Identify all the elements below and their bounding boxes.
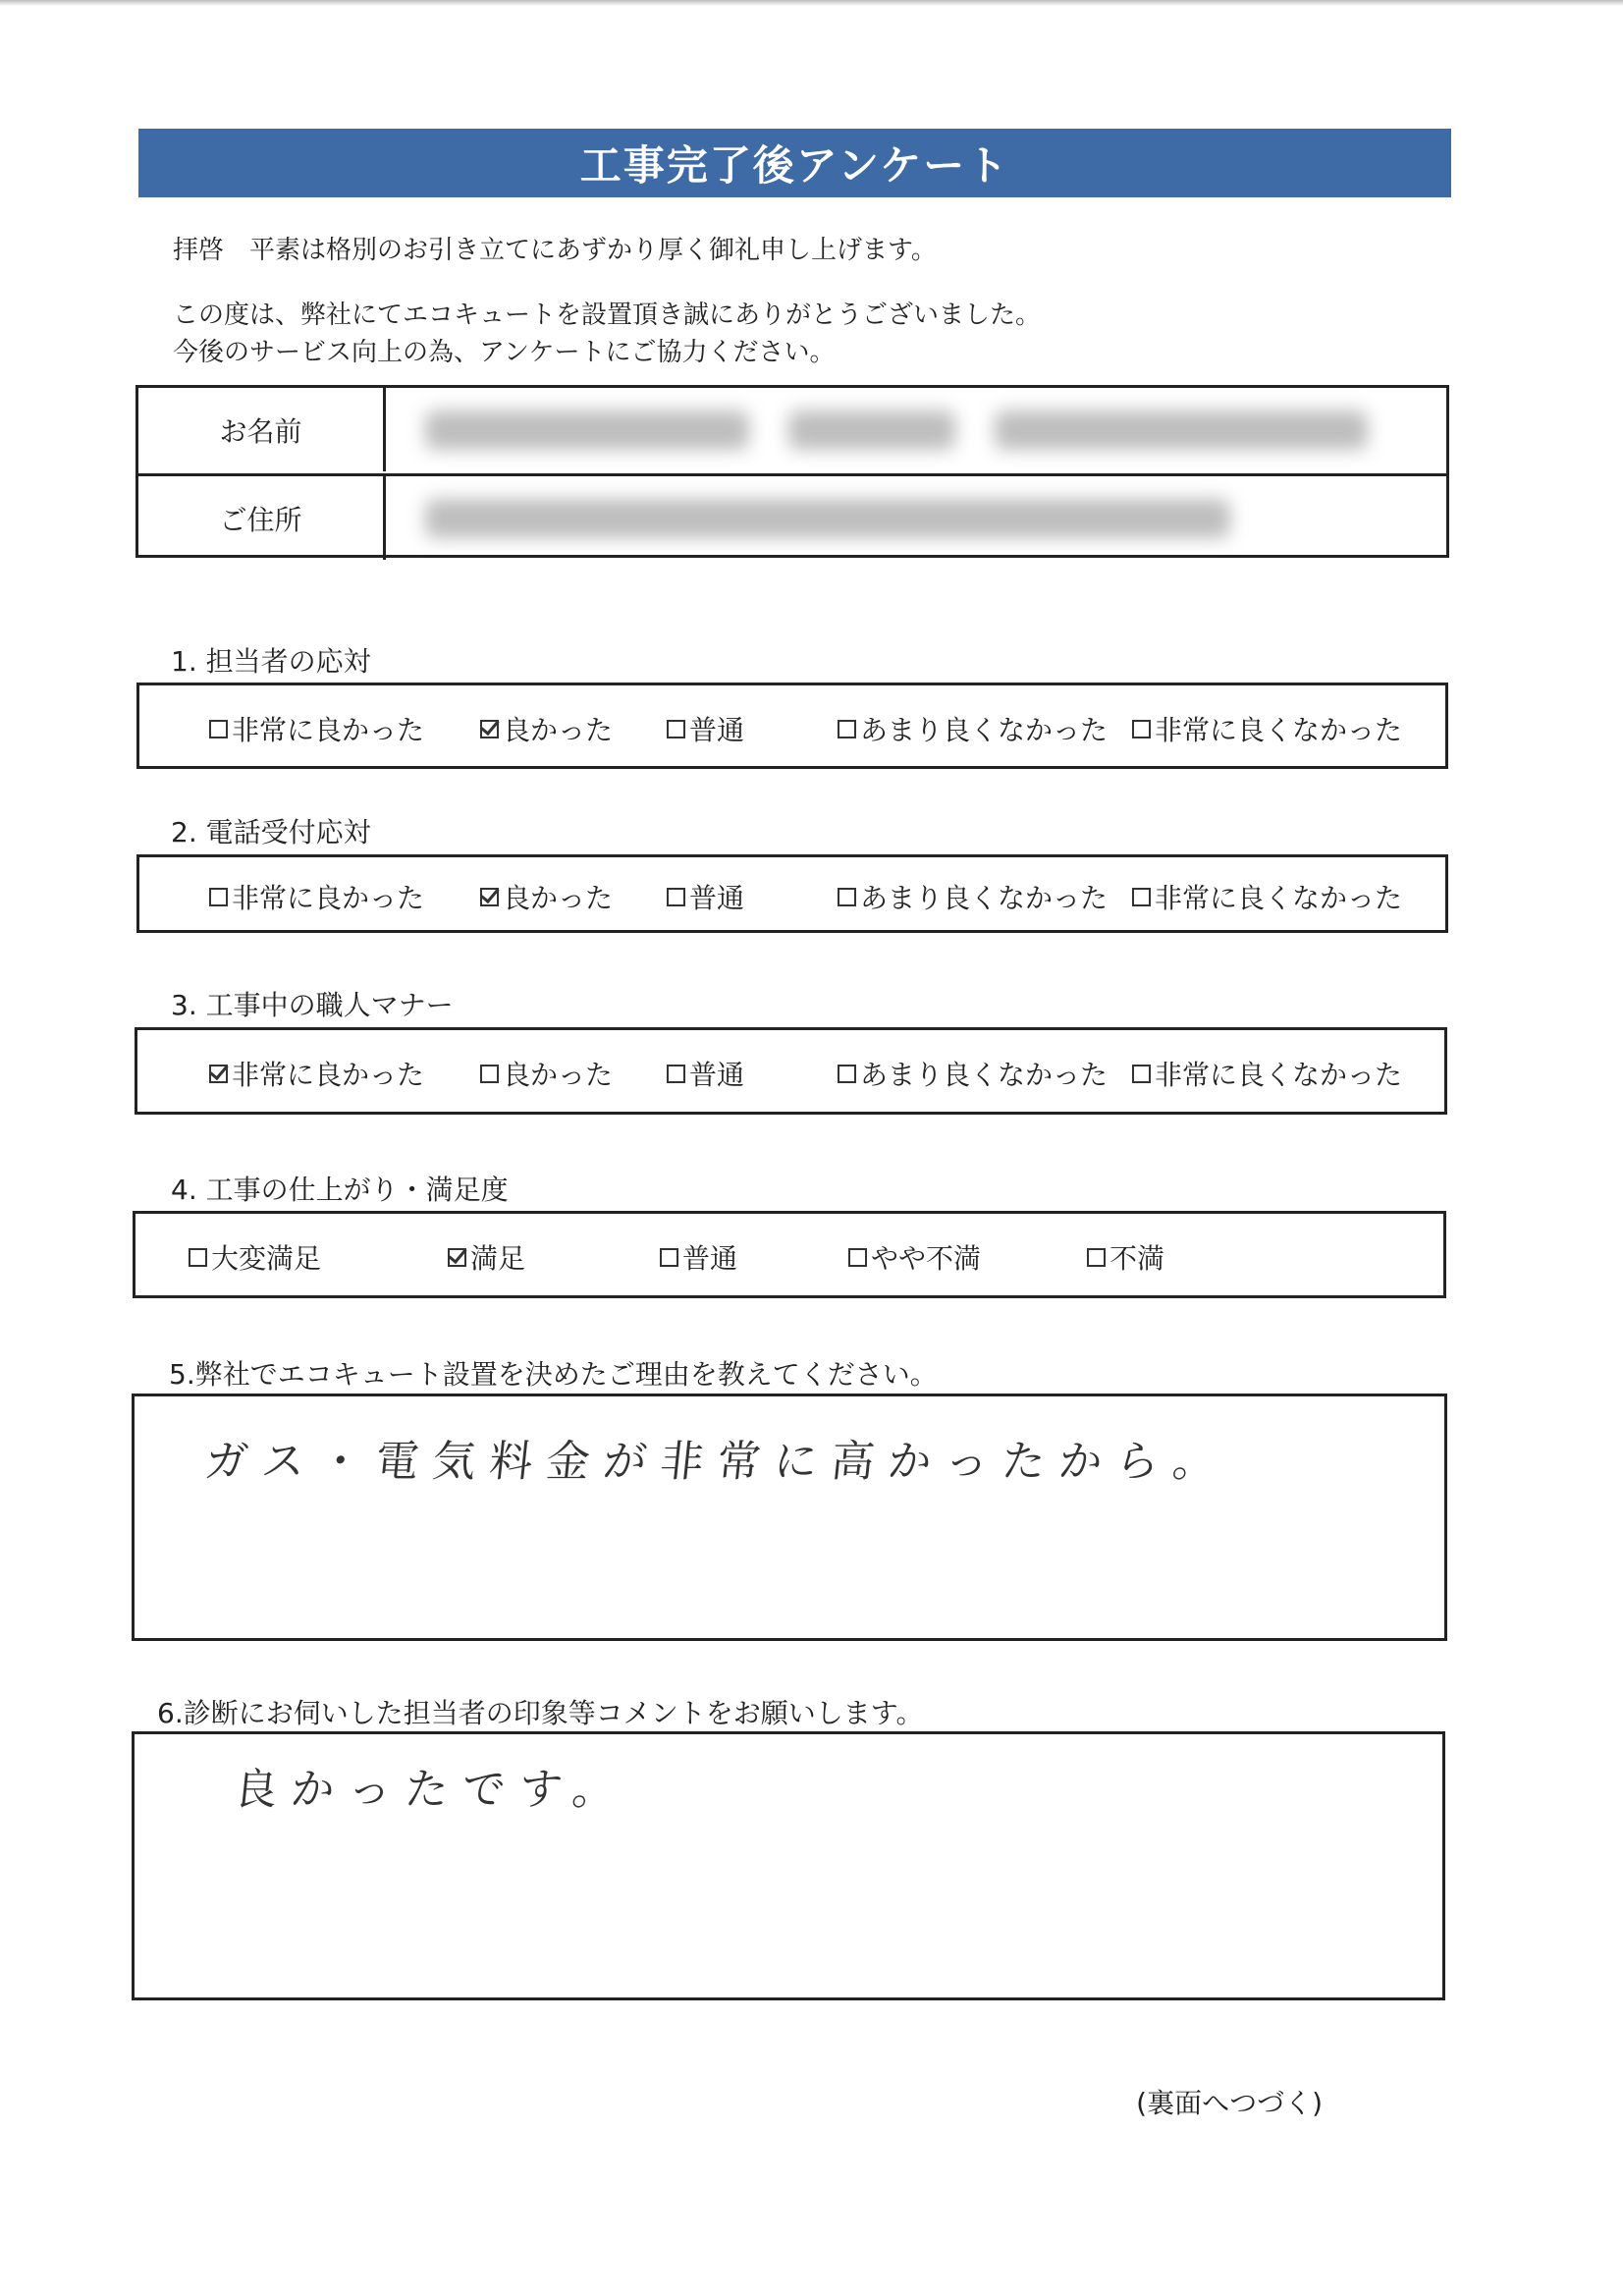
checkbox-icon[interactable] [209, 888, 228, 906]
question-6-label: 6.診断にお伺いした担当者の印象等コメントをお願いします。 [157, 1697, 924, 1729]
q3-option-1[interactable]: 非常に良かった [209, 1054, 424, 1093]
checkbox-icon[interactable] [209, 720, 228, 738]
checkbox-checked-icon[interactable] [448, 1248, 466, 1267]
handwritten-answer-6: 良かったです。 [231, 1765, 632, 1815]
q3-option-3[interactable]: 普通 [667, 1054, 744, 1093]
question-1-label: 1. 担当者の応対 [171, 645, 371, 678]
name-value-redacted [386, 388, 1446, 471]
checkbox-icon[interactable] [1132, 888, 1151, 906]
checkbox-icon[interactable] [667, 888, 685, 906]
address-row [138, 473, 1446, 560]
redacted-blur [425, 499, 1230, 538]
redacted-blur [995, 410, 1368, 450]
q4-option-1[interactable]: 大変満足 [189, 1237, 321, 1277]
q4-option-2[interactable]: 満足 [448, 1237, 525, 1277]
handwritten-answer-5: ガス・電気料金が非常に高かったから。 [201, 1437, 1233, 1487]
customer-info-table [135, 385, 1449, 558]
question-2-label: 2. 電話受付応対 [171, 816, 371, 848]
redacted-blur [788, 410, 955, 450]
q3-option-5[interactable]: 非常に良くなかった [1132, 1054, 1402, 1093]
question-2-options [136, 854, 1448, 933]
q2-option-1[interactable]: 非常に良かった [209, 877, 424, 916]
address-value-redacted [386, 476, 1446, 560]
checkbox-icon[interactable] [660, 1248, 678, 1267]
checkbox-icon[interactable] [667, 720, 685, 738]
address-label: ご住所 [138, 476, 386, 560]
checkbox-checked-icon[interactable] [480, 720, 499, 738]
redacted-blur [425, 410, 749, 450]
q1-option-3[interactable]: 普通 [667, 709, 744, 748]
q2-option-4[interactable]: あまり良くなかった [838, 877, 1108, 916]
q2-option-2[interactable]: 良かった [480, 877, 613, 916]
continued-on-back-note: (裏面へつづく) [1136, 2087, 1323, 2119]
name-label: お名前 [138, 388, 386, 471]
q1-option-4[interactable]: あまり良くなかった [838, 709, 1108, 748]
q4-option-3[interactable]: 普通 [660, 1237, 737, 1277]
intro-line-1: この度は、弊社にてエコキュートを設置頂き誠にありがとうございました。 [173, 301, 1042, 330]
q2-option-3[interactable]: 普通 [667, 877, 744, 916]
checkbox-icon[interactable] [1132, 720, 1151, 738]
checkbox-icon[interactable] [667, 1065, 685, 1083]
checkbox-icon[interactable] [848, 1248, 867, 1267]
question-5-answer-box[interactable] [132, 1394, 1447, 1641]
q3-option-4[interactable]: あまり良くなかった [838, 1054, 1108, 1093]
question-4-options [133, 1211, 1446, 1298]
checkbox-icon[interactable] [838, 720, 856, 738]
checkbox-icon[interactable] [189, 1248, 207, 1267]
q2-option-5[interactable]: 非常に良くなかった [1132, 877, 1402, 916]
survey-title: 工事完了後アンケート [138, 129, 1451, 197]
checkbox-icon[interactable] [1132, 1065, 1151, 1083]
question-6-answer-box[interactable] [132, 1731, 1445, 2000]
q1-option-2[interactable]: 良かった [480, 709, 613, 748]
question-3-options [135, 1027, 1447, 1115]
q4-option-5[interactable]: 不満 [1087, 1237, 1164, 1277]
q1-option-5[interactable]: 非常に良くなかった [1132, 709, 1402, 748]
question-1-options [136, 683, 1448, 769]
name-row [138, 388, 1446, 471]
checkbox-icon[interactable] [1087, 1248, 1106, 1267]
greeting-line: 拝啓 平素は格別のお引き立てにあずかり厚く御礼申し上げます。 [173, 236, 937, 265]
q1-option-1[interactable]: 非常に良かった [209, 709, 424, 748]
q3-option-2[interactable]: 良かった [480, 1054, 613, 1093]
checkbox-checked-icon[interactable] [209, 1065, 228, 1083]
q4-option-4[interactable]: やや不満 [848, 1237, 981, 1277]
question-4-label: 4. 工事の仕上がり・満足度 [171, 1174, 509, 1206]
question-5-label: 5.弊社でエコキュート設置を決めたご理由を教えてください。 [169, 1358, 938, 1391]
checkbox-icon[interactable] [838, 1065, 856, 1083]
checkbox-icon[interactable] [480, 1065, 499, 1083]
checkbox-icon[interactable] [838, 888, 856, 906]
checkbox-checked-icon[interactable] [480, 888, 499, 906]
question-3-label: 3. 工事中の職人マナー [171, 989, 454, 1021]
intro-line-2: 今後のサービス向上の為、アンケートにご協力ください。 [173, 338, 836, 367]
page-edge [0, 0, 1623, 6]
